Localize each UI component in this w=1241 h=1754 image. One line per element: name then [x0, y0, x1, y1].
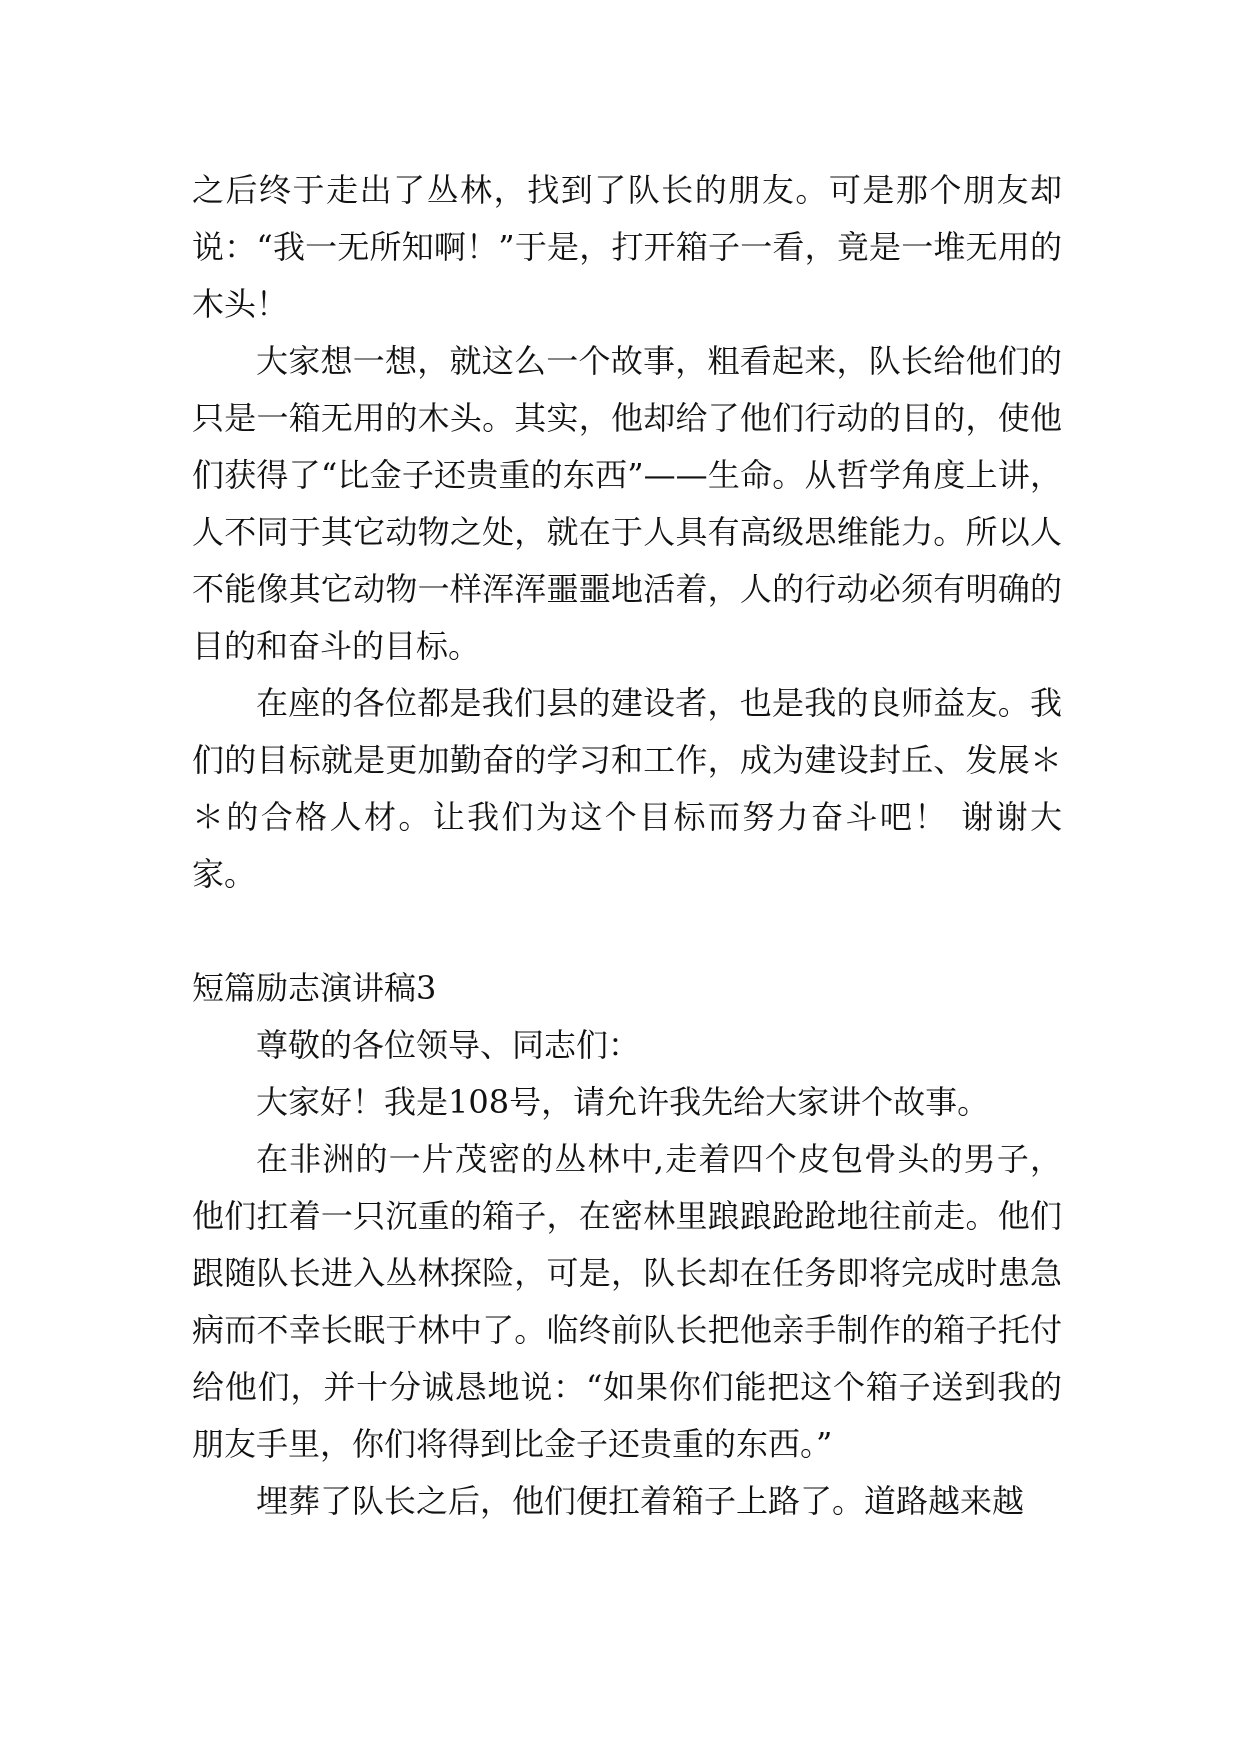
document-body [192, 162, 1062, 1530]
paragraph: 埋葬了队长之后，他们便扛着箱子上路了。道路越来越 [256, 1482, 1025, 1520]
paragraph: 在非洲的一片茂密的丛林中,走着四个皮包骨头的男子，他们扛着一只沉重的箱子，在密林里踉踉跄跄地往前走。他们跟随队长进入丛林探险，可是，队长却在任务即将完成时患急病而不幸长眠于林中了。临终前队长把他亲手制作的箱子托付给他们，并十分诚恳地说：“如果你们能把这个箱子送到我的朋友手里，你们将得到比金子还贵重的东西。” [192, 1140, 1062, 1463]
section-heading: 短篇励志演讲稿3 [192, 969, 437, 1007]
paragraph: 尊敬的各位领导、同志们： [256, 1026, 641, 1064]
paragraph: 大家想一想，就这么一个故事，粗看起来，队长给他们的只是一箱无用的木头。其实，他却给了他们行动的目的，使他们获得了“比金子还贵重的东西”——生命。从哲学角度上讲，人不同于其它动物之处，就在于人具有高级思维能力。所以人不能像其它动物一样浑浑噩噩地活着，人的行动必须有明确的目的和奋斗的目标。 [192, 342, 1062, 665]
paragraph: 在座的各位都是我们县的建设者，也是我的良师益友。我们的目标就是更加勤奋的学习和工作，成为建设封丘、发展＊＊的合格人材。让我们为这个目标而努力奋斗吧！ 谢谢大家。 [192, 684, 1062, 893]
paragraph: 之后终于走出了丛林，找到了队长的朋友。可是那个朋友却说：“我一无所知啊！”于是，打开箱子一看，竟是一堆无用的木头！ [192, 171, 1062, 323]
paragraph: 大家好！我是108号，请允许我先给大家讲个故事。 [256, 1083, 990, 1121]
